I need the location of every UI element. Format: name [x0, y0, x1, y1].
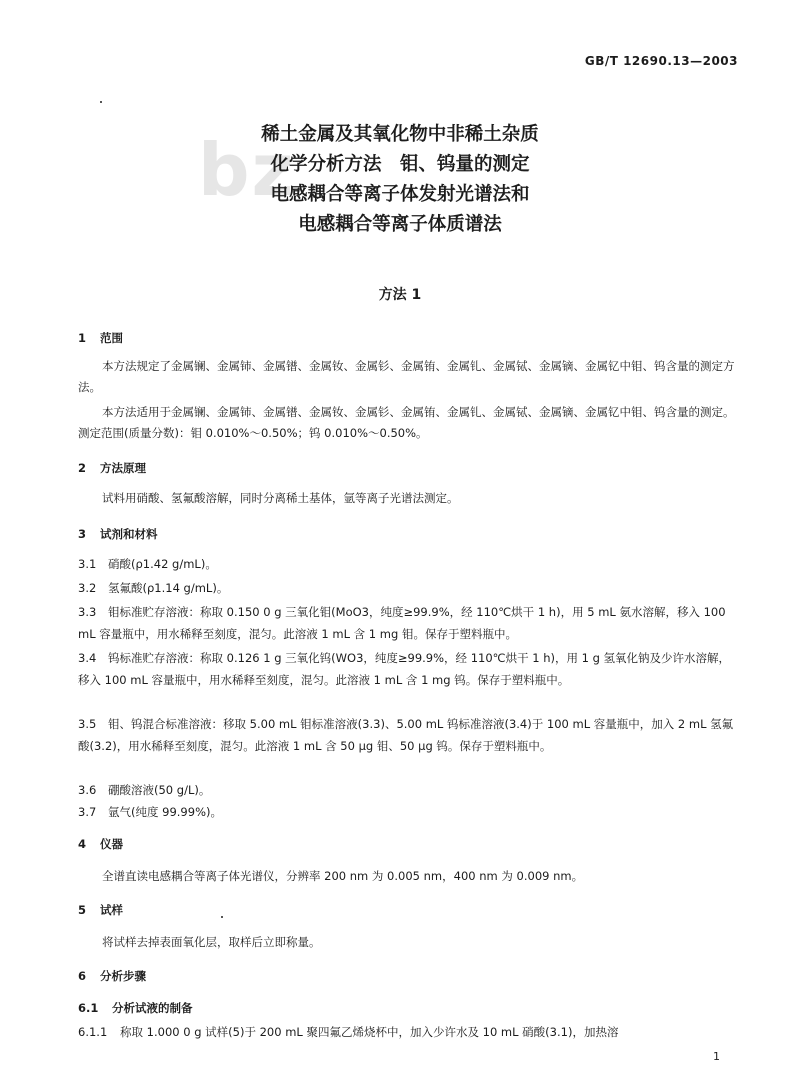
section-3-heading — [78, 526, 158, 542]
page-number: 1 — [713, 1050, 720, 1063]
title-line-4: 电感耦合等离子体质谱法 — [298, 214, 502, 235]
section-title: 试样 — [100, 903, 123, 917]
section-5-para-1: 将试样去掉表面氧化层，取样后立即称量。 — [102, 935, 321, 949]
item-3-4 — [78, 648, 740, 691]
item-3-3 — [78, 602, 740, 645]
section-1-para-2: 本方法适用于金属镧、金属铈、金属镨、金属钕、金属钐、金属铕、金属钆、金属铽、金属镝、金属钇中钼、钨含量的测定。测定范围(质量分数)：钼 0.010%～0.50%；钨 0.010%～0.50%。 — [78, 405, 735, 440]
subsection-6-1-heading — [78, 1000, 193, 1016]
watermark: bz — [198, 128, 296, 212]
item-number: 3.3 — [78, 605, 97, 619]
section-2-heading — [78, 460, 146, 476]
section-4-para-1: 全谱直读电感耦合等离子体光谱仪，分辨率 200 nm 为 0.005 nm，400 nm 为 0.009 nm。 — [102, 869, 584, 883]
item-3-5 — [78, 714, 740, 757]
section-2-para-1: 试料用硝酸、氢氟酸溶解，同时分离稀土基体，氩等离子光谱法测定。 — [102, 491, 459, 505]
title-line-3: 电感耦合等离子体发射光谱法和 — [270, 184, 530, 205]
section-title: 试剂和材料 — [100, 527, 158, 541]
title-line-1: 稀土金属及其氧化物中非稀土杂质 — [261, 124, 539, 145]
item-text: 钼标准贮存溶液：称取 0.150 0 g 三氧化钼(MoO3，纯度≥99.9%，经 110℃烘干 1 h)，用 5 mL 氨水溶解，移入 100 mL 容量瓶中，用水稀释至刻度，混匀。此溶液 1 mL 含 1 mg 钼。保存于塑料瓶中。 — [78, 605, 726, 641]
item-text: 硝酸(ρ1.42 g/mL)。 — [108, 557, 217, 571]
item-number: 3.4 — [78, 651, 97, 665]
standard-code: GB/T 12690.13—2003 — [584, 54, 738, 68]
item-number: 3.6 — [78, 783, 97, 797]
item-number: 3.5 — [78, 717, 97, 731]
document-title — [0, 120, 800, 240]
item-text: 氢氟酸(ρ1.14 g/mL)。 — [108, 581, 229, 595]
section-number: 2 — [78, 461, 87, 475]
item-text: 钨标准贮存溶液：称取 0.126 1 g 三氧化钨(WO3，纯度≥99.9%，经 110℃烘干 1 h)，用 1 g 氢氧化钠及少许水溶解，移入 100 mL 容量瓶中，用水稀释至刻度，混匀。此溶液 1 mL 含 1 mg 钨。保存于塑料瓶中。 — [78, 651, 731, 687]
section-4-heading — [78, 836, 123, 852]
scan-speck — [221, 916, 223, 918]
item-3-7 — [78, 802, 740, 824]
item-text: 称取 1.000 0 g 试样(5)于 200 mL 聚四氟乙烯烧杯中，加入少许水及 10 mL 硝酸(3.1)，加热溶 — [120, 1025, 619, 1039]
item-3-1 — [78, 554, 740, 576]
section-number: 3 — [78, 527, 87, 541]
title-line-2: 化学分析方法 钼、钨量的测定 — [270, 154, 530, 175]
item-number: 3.7 — [78, 805, 97, 819]
item-number: 6.1.1 — [78, 1025, 108, 1039]
item-3-6 — [78, 780, 740, 802]
section-5-heading — [78, 902, 123, 918]
method-heading: 方法 1 — [378, 287, 422, 303]
subsection-number: 6.1 — [78, 1001, 99, 1015]
section-number: 4 — [78, 837, 87, 851]
subsection-title: 分析试液的制备 — [112, 1001, 193, 1015]
section-number: 6 — [78, 969, 87, 983]
section-1-heading — [78, 330, 123, 346]
section-title: 方法原理 — [100, 461, 146, 475]
section-6-heading — [78, 968, 146, 984]
item-number: 3.1 — [78, 557, 97, 571]
item-3-2 — [78, 578, 740, 600]
item-text: 钼、钨混合标准溶液：移取 5.00 mL 钼标准溶液(3.3)、5.00 mL 钨标准溶液(3.4)于 100 mL 容量瓶中，加入 2 mL 氢氟酸(3.2)，用水稀释至刻度，混匀。此溶液 1 mL 含 50 μg 钼、50 μg 钨。保存于塑料瓶中。 — [78, 717, 734, 753]
section-title: 范围 — [100, 331, 123, 345]
item-text: 硼酸溶液(50 g/L)。 — [108, 783, 211, 797]
item-6-1-1 — [78, 1022, 740, 1044]
section-1-para-1: 本方法规定了金属镧、金属铈、金属镨、金属钕、金属钐、金属铕、金属钆、金属铽、金属镝、金属钇中钼、钨含量的测定方法。 — [78, 359, 735, 394]
section-title: 分析步骤 — [100, 969, 146, 983]
section-number: 1 — [78, 331, 87, 345]
item-number: 3.2 — [78, 581, 97, 595]
section-number: 5 — [78, 903, 87, 917]
scan-speck — [100, 101, 102, 103]
section-title: 仪器 — [100, 837, 123, 851]
item-text: 氩气(纯度 99.99%)。 — [108, 805, 222, 819]
